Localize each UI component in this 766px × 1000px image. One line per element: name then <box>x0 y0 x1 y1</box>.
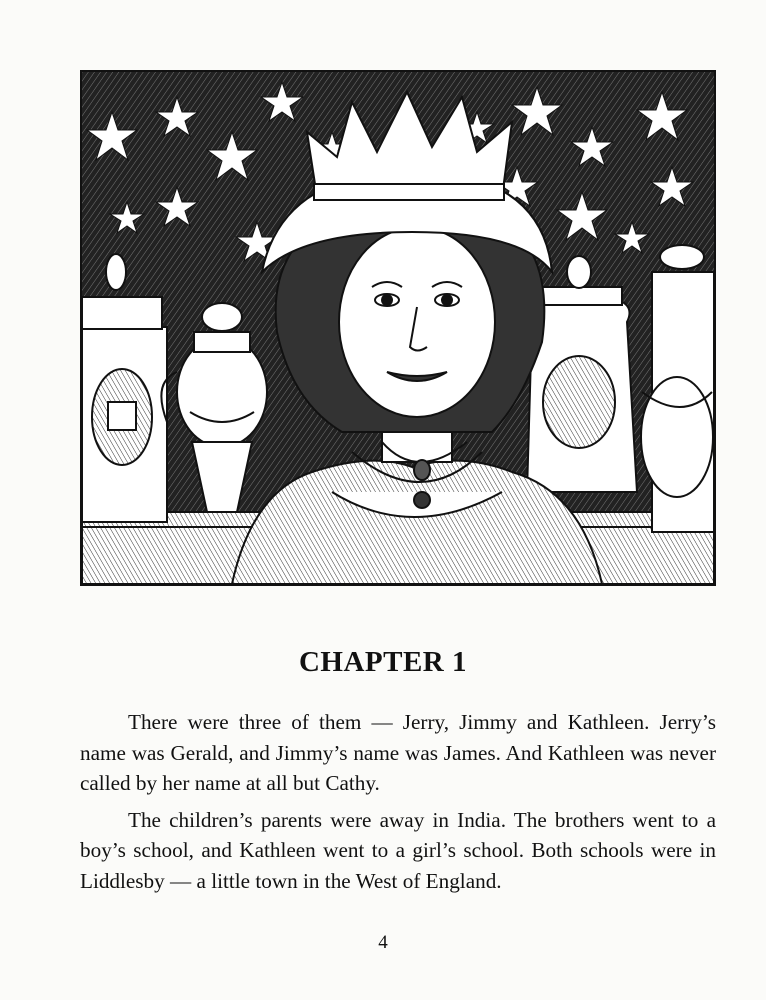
paragraph-2: The children’s parents were away in India. The brothers went to a boy’s school, and Kathleen went to a girl’s school. Both schools were in Liddlesby — a little town in the West of England. <box>80 807 716 893</box>
page-number: 4 <box>378 932 388 953</box>
chapter-title: CHAPTER 1 <box>298 646 468 678</box>
princess-illustration <box>82 72 714 584</box>
chapter-illustration <box>80 70 716 586</box>
paragraph-1: There were three of them — Jerry, Jimmy and Kathleen. Jerry’s name was Gerald, and Jimmy’s name was James. And Kathleen was never called by her name at all but Cathy. <box>80 710 716 795</box>
chapter-body <box>80 707 716 902</box>
right-jars <box>527 245 714 532</box>
